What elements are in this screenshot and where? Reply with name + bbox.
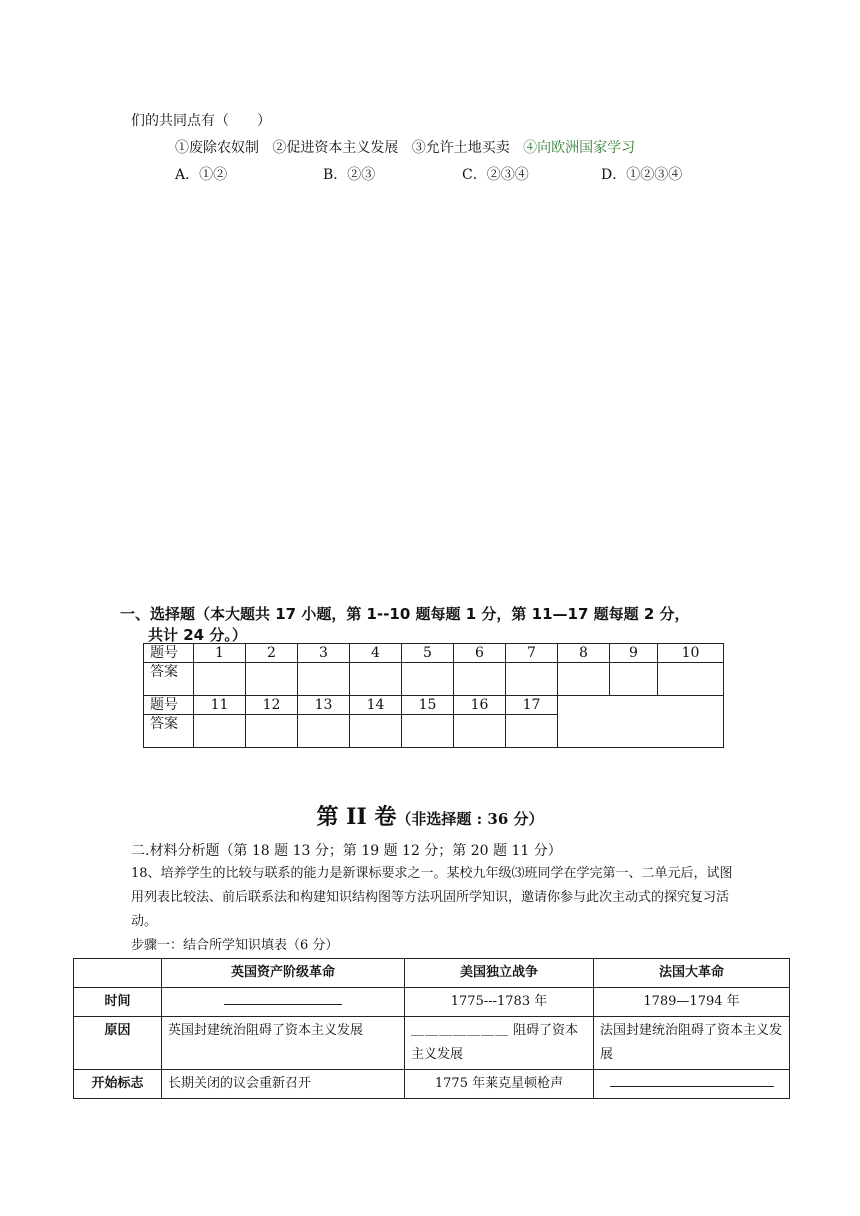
answer-cell[interactable] bbox=[454, 663, 506, 696]
answer-row-numbers-1 bbox=[144, 644, 724, 663]
answer-cell[interactable] bbox=[610, 663, 658, 696]
question-number: 14 bbox=[350, 696, 402, 715]
empty-merged-cell bbox=[558, 696, 724, 748]
answer-cell[interactable] bbox=[506, 715, 558, 748]
row-label-cause: 原因 bbox=[74, 1017, 162, 1070]
question-number: 6 bbox=[454, 644, 506, 663]
answer-cell[interactable] bbox=[350, 663, 402, 696]
row-header-answer: 答案 bbox=[144, 663, 194, 696]
option-4: ④向欧洲国家学习 bbox=[523, 140, 636, 156]
row-header-number: 题号 bbox=[144, 644, 194, 663]
question-number: 3 bbox=[298, 644, 350, 663]
option-1: ①废除农奴制 bbox=[175, 140, 259, 156]
start-english: 长期关闭的议会重新召开 bbox=[162, 1070, 405, 1099]
question-number: 1 bbox=[194, 644, 246, 663]
fill-blank-cell[interactable] bbox=[594, 1070, 790, 1099]
question-number: 4 bbox=[350, 644, 402, 663]
choice-a: A．①② bbox=[175, 167, 228, 183]
question-number: 5 bbox=[402, 644, 454, 663]
volume-2-subtitle: （非选择题 : 36 分） bbox=[396, 810, 544, 828]
choice-b: B．②③ bbox=[323, 167, 376, 183]
row-start-sign bbox=[74, 1070, 790, 1099]
answer-row-blanks-1 bbox=[144, 663, 724, 696]
dash-blank[interactable]: ＿＿＿＿＿＿＿ bbox=[411, 1023, 510, 1038]
question-number: 9 bbox=[610, 644, 658, 663]
fill-blank-cell[interactable] bbox=[162, 988, 405, 1017]
answer-cell[interactable] bbox=[558, 663, 610, 696]
section1-heading bbox=[120, 604, 689, 646]
volume-2-title bbox=[0, 800, 860, 831]
answer-cell[interactable] bbox=[298, 663, 350, 696]
question-18-text: 18、培养学生的比较与联系的能力是新课标要求之一。某校九年级⑶班同学在学完第一、二单元后，试图用列表比较法、前后联系法和构建知识结构图等方法巩固所学知识，邀请你参与此次主动式的探究复习活动。 bbox=[131, 866, 733, 929]
answer-cell[interactable] bbox=[194, 715, 246, 748]
header-french-revolution: 法国大革命 bbox=[594, 959, 790, 988]
row-label-time: 时间 bbox=[74, 988, 162, 1017]
section2-heading: 二.材料分析题（第 18 题 13 分；第 19 题 12 分；第 20 题 11 分） bbox=[131, 843, 562, 859]
time-french: 1789—1794 年 bbox=[594, 988, 790, 1017]
fill-blank[interactable] bbox=[224, 990, 342, 1005]
answer-cell[interactable] bbox=[246, 663, 298, 696]
answer-cell[interactable] bbox=[194, 663, 246, 696]
answer-cell[interactable] bbox=[454, 715, 506, 748]
answer-sheet-table bbox=[143, 643, 724, 748]
row-header-answer: 答案 bbox=[144, 715, 194, 748]
question-number: 11 bbox=[194, 696, 246, 715]
volume-2-label: 第 II 卷 bbox=[316, 804, 397, 830]
section1-line1: 一、选择题（本大题共 17 小题，第 1--10 题每题 1 分，第 11—17 题每题 2 分， bbox=[120, 605, 690, 623]
fill-blank[interactable] bbox=[610, 1072, 774, 1087]
comparison-table bbox=[73, 958, 790, 1099]
start-american: 1775 年莱克星顿枪声 bbox=[405, 1070, 594, 1099]
question-number: 13 bbox=[298, 696, 350, 715]
question-stem: 们的共同点有（ ） bbox=[131, 113, 271, 129]
answer-cell[interactable] bbox=[402, 663, 454, 696]
cause-american-cell[interactable] bbox=[405, 1017, 594, 1070]
answer-cell[interactable] bbox=[350, 715, 402, 748]
question-options bbox=[175, 137, 635, 157]
cause-french: 法国封建统治阻碍了资本主义发展 bbox=[594, 1017, 790, 1070]
answer-cell[interactable] bbox=[298, 715, 350, 748]
choice-d: D．①②③④ bbox=[601, 167, 683, 183]
question-number: 15 bbox=[402, 696, 454, 715]
answer-row-numbers-2 bbox=[144, 696, 724, 715]
section1-line2: 共计 24 分。） bbox=[148, 626, 247, 644]
cause-english: 英国封建统治阻碍了资本主义发展 bbox=[162, 1017, 405, 1070]
question-number: 17 bbox=[506, 696, 558, 715]
option-2: ②促进资本主义发展 bbox=[272, 140, 399, 156]
row-header-number: 题号 bbox=[144, 696, 194, 715]
comparison-header-row bbox=[74, 959, 790, 988]
header-american-war: 美国独立战争 bbox=[405, 959, 594, 988]
question-number: 10 bbox=[658, 644, 724, 663]
time-american: 1775---1783 年 bbox=[405, 988, 594, 1017]
question-number: 2 bbox=[246, 644, 298, 663]
corner-cell bbox=[74, 959, 162, 988]
choice-c: C．②③④ bbox=[462, 167, 529, 183]
row-time bbox=[74, 988, 790, 1017]
answer-cell[interactable] bbox=[658, 663, 724, 696]
header-english-revolution: 英国资产阶级革命 bbox=[162, 959, 405, 988]
row-cause bbox=[74, 1017, 790, 1070]
answer-cell[interactable] bbox=[402, 715, 454, 748]
step1-instruction: 步骤一：结合所学知识填表（6 分） bbox=[131, 938, 339, 953]
question-number: 8 bbox=[558, 644, 610, 663]
question-number: 16 bbox=[454, 696, 506, 715]
answer-cell[interactable] bbox=[246, 715, 298, 748]
question-number: 12 bbox=[246, 696, 298, 715]
cause-american: 阻碍了资本主义发展 bbox=[411, 1023, 579, 1062]
row-label-start-sign: 开始标志 bbox=[74, 1070, 162, 1099]
question-number: 7 bbox=[506, 644, 558, 663]
option-3: ③允许土地买卖 bbox=[411, 140, 510, 156]
answer-cell[interactable] bbox=[506, 663, 558, 696]
